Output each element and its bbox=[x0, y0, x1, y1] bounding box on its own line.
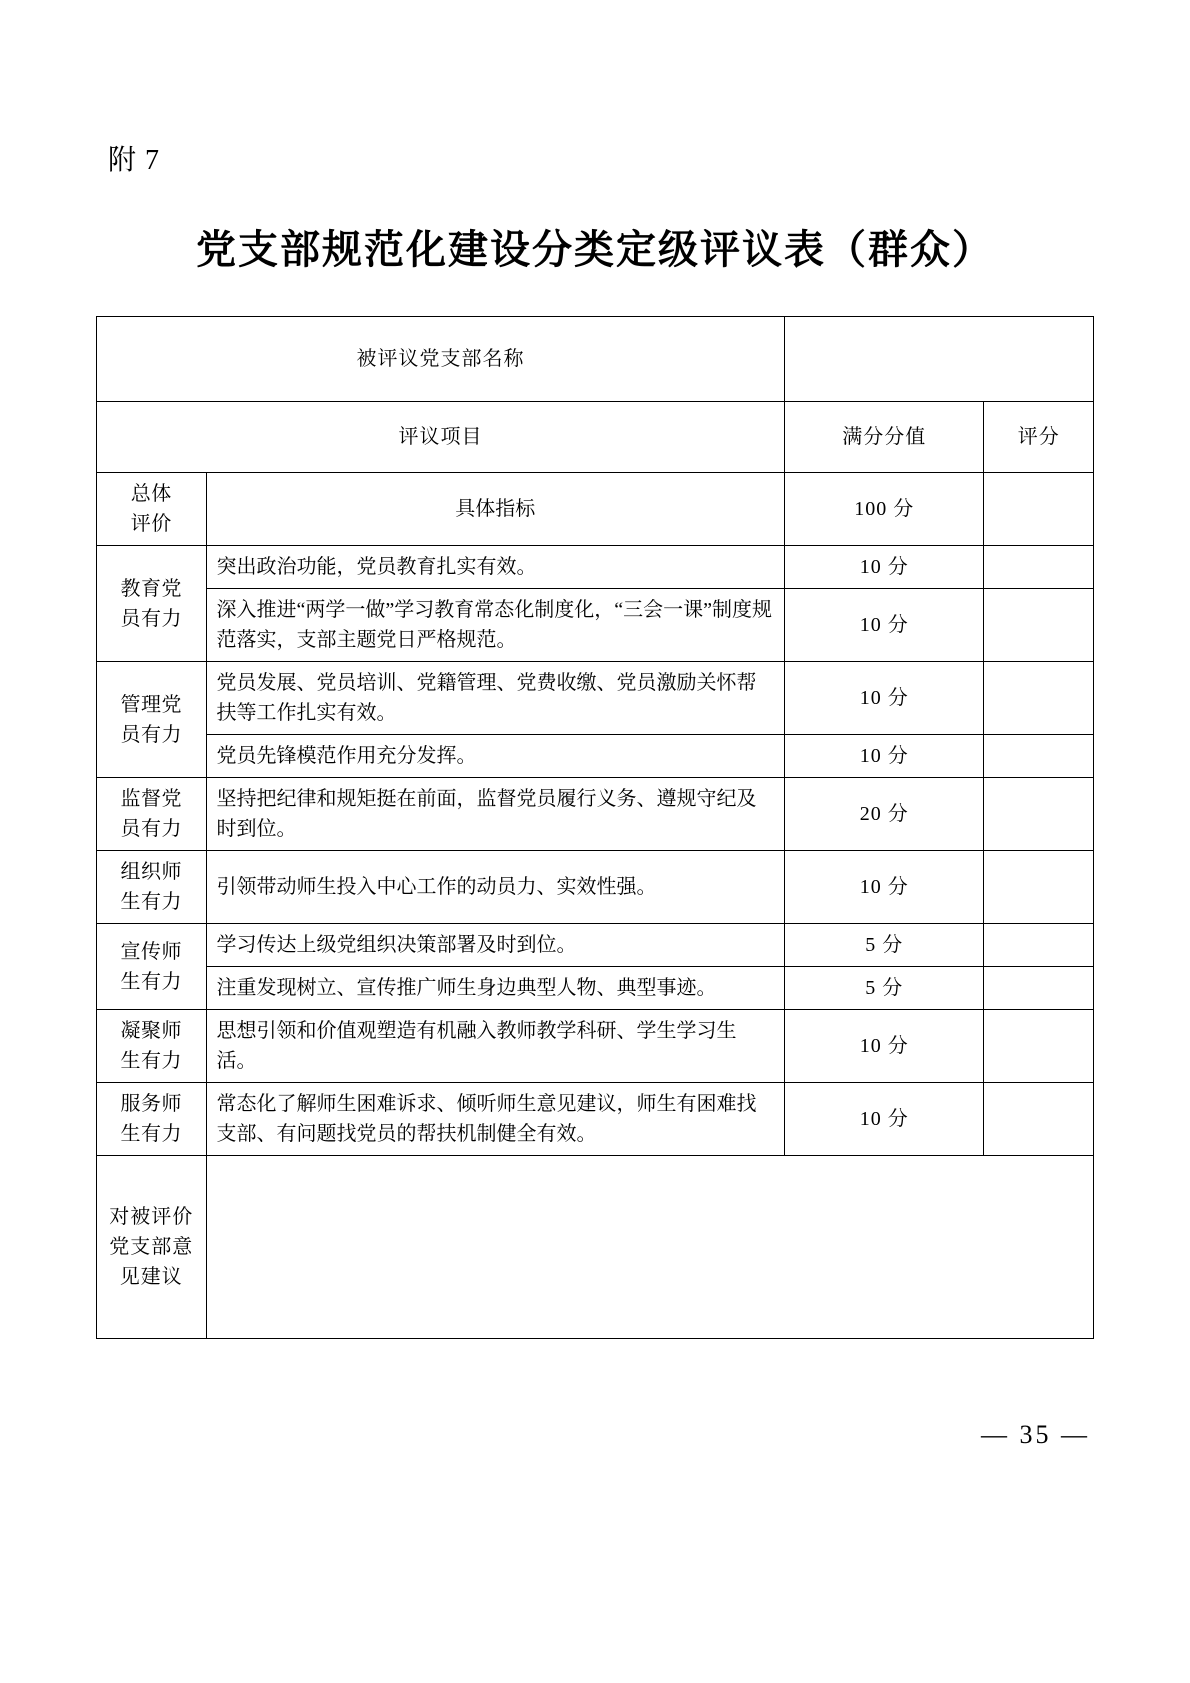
branch-name-input[interactable] bbox=[785, 317, 1094, 402]
full-score: 10 分 bbox=[785, 546, 984, 589]
score-input[interactable] bbox=[984, 1010, 1094, 1083]
item-overall: 具体指标 bbox=[206, 473, 784, 546]
feedback-input[interactable] bbox=[206, 1156, 1093, 1339]
attachment-label: 附 7 bbox=[108, 145, 161, 176]
full-score: 10 分 bbox=[785, 851, 984, 924]
category-organization bbox=[97, 851, 207, 924]
category-publicity bbox=[97, 924, 207, 1010]
full-score: 10 分 bbox=[785, 1010, 984, 1083]
item-text: 注重发现树立、宣传推广师生身边典型人物、典型事迹。 bbox=[206, 967, 784, 1010]
table-row-headers bbox=[97, 402, 1094, 473]
score-input[interactable] bbox=[984, 589, 1094, 662]
score-input[interactable] bbox=[984, 662, 1094, 735]
full-score: 5 分 bbox=[785, 967, 984, 1010]
category-organization-line2: 生有力 bbox=[120, 891, 183, 913]
feedback-label bbox=[97, 1156, 207, 1339]
category-organization-line1: 组织师 bbox=[120, 861, 183, 883]
full-score: 10 分 bbox=[785, 1083, 984, 1156]
category-service-line2: 生有力 bbox=[120, 1123, 183, 1145]
full-score: 10 分 bbox=[785, 589, 984, 662]
category-supervision bbox=[97, 778, 207, 851]
score-input[interactable] bbox=[984, 967, 1094, 1010]
category-cohesion-line2: 生有力 bbox=[120, 1050, 183, 1072]
page-number: — 35 — bbox=[981, 1420, 1090, 1449]
header-score: 评分 bbox=[984, 402, 1094, 473]
table-row-branch-name bbox=[97, 317, 1094, 402]
category-education-line2: 员有力 bbox=[120, 607, 183, 630]
branch-name-label: 被评议党支部名称 bbox=[97, 317, 785, 402]
item-text: 突出政治功能，党员教育扎实有效。 bbox=[206, 546, 784, 589]
page-title: 党支部规范化建设分类定级评议表（群众） bbox=[196, 227, 994, 272]
category-supervision-line2: 员有力 bbox=[120, 818, 183, 840]
category-service bbox=[97, 1083, 207, 1156]
evaluation-table bbox=[96, 316, 1094, 1339]
category-overall bbox=[97, 473, 207, 546]
table-row bbox=[97, 735, 1094, 778]
table-row bbox=[97, 851, 1094, 924]
category-management bbox=[97, 662, 207, 778]
table-row bbox=[97, 967, 1094, 1010]
score-input[interactable] bbox=[984, 851, 1094, 924]
score-input-overall[interactable] bbox=[984, 473, 1094, 546]
category-management-line1: 管理党 bbox=[120, 693, 183, 716]
category-service-line1: 服务师 bbox=[120, 1093, 183, 1115]
table-row bbox=[97, 924, 1094, 967]
score-input[interactable] bbox=[984, 1083, 1094, 1156]
full-score: 10 分 bbox=[785, 735, 984, 778]
score-input[interactable] bbox=[984, 924, 1094, 967]
table-row bbox=[97, 1083, 1094, 1156]
item-text: 党员先锋模范作用充分发挥。 bbox=[206, 735, 784, 778]
category-management-line2: 员有力 bbox=[120, 723, 183, 746]
table-row-feedback bbox=[97, 1156, 1094, 1339]
category-cohesion-line1: 凝聚师 bbox=[120, 1020, 183, 1042]
feedback-label-line2: 党支部意见建议 bbox=[109, 1236, 194, 1288]
item-text: 学习传达上级党组织决策部署及时到位。 bbox=[206, 924, 784, 967]
full-score: 5 分 bbox=[785, 924, 984, 967]
item-text: 深入推进“两学一做”学习教育常态化制度化，“三会一课”制度规范落实，支部主题党日严格规范。 bbox=[206, 589, 784, 662]
table-row bbox=[97, 1010, 1094, 1083]
header-full-score: 满分分值 bbox=[785, 402, 984, 473]
category-publicity-line1: 宣传师 bbox=[120, 940, 183, 963]
item-text: 常态化了解师生困难诉求、倾听师生意见建议，师生有困难找支部、有问题找党员的帮扶机制健全有效。 bbox=[206, 1083, 784, 1156]
table-row bbox=[97, 589, 1094, 662]
category-overall-line1: 总体 bbox=[130, 483, 172, 505]
item-text: 引领带动师生投入中心工作的动员力、实效性强。 bbox=[206, 851, 784, 924]
full-score: 10 分 bbox=[785, 662, 984, 735]
category-education bbox=[97, 546, 207, 662]
full-score-overall: 100 分 bbox=[785, 473, 984, 546]
feedback-label-line1: 对被评价 bbox=[109, 1206, 194, 1228]
table-row bbox=[97, 778, 1094, 851]
score-input[interactable] bbox=[984, 778, 1094, 851]
full-score: 20 分 bbox=[785, 778, 984, 851]
category-cohesion bbox=[97, 1010, 207, 1083]
table-row bbox=[97, 546, 1094, 589]
category-overall-line2: 评价 bbox=[130, 513, 172, 535]
category-supervision-line1: 监督党 bbox=[120, 788, 183, 810]
table-row bbox=[97, 662, 1094, 735]
item-text: 党员发展、党员培训、党籍管理、党费收缴、党员激励关怀帮扶等工作扎实有效。 bbox=[206, 662, 784, 735]
header-eval-item: 评议项目 bbox=[97, 402, 785, 473]
category-publicity-line2: 生有力 bbox=[120, 970, 183, 993]
table-row-overall bbox=[97, 473, 1094, 546]
category-education-line1: 教育党 bbox=[120, 577, 183, 600]
item-text: 坚持把纪律和规矩挺在前面，监督党员履行义务、遵规守纪及时到位。 bbox=[206, 778, 784, 851]
score-input[interactable] bbox=[984, 735, 1094, 778]
score-input[interactable] bbox=[984, 546, 1094, 589]
item-text: 思想引领和价值观塑造有机融入教师教学科研、学生学习生活。 bbox=[206, 1010, 784, 1083]
